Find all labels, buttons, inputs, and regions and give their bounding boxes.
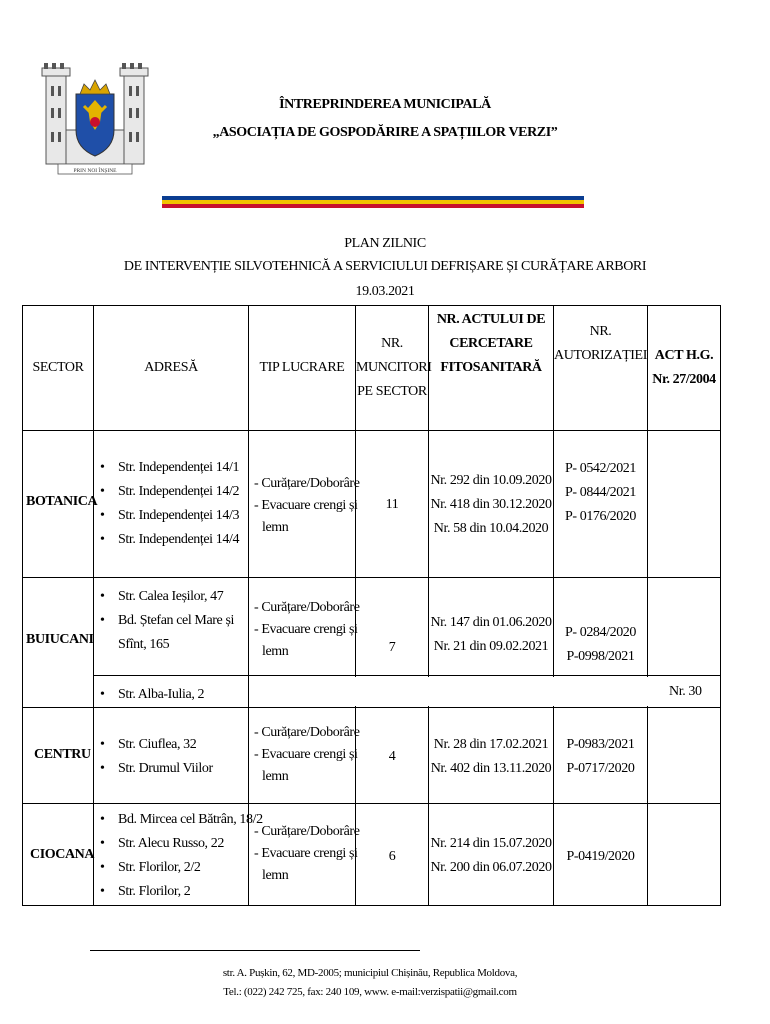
address-list-ciocana [96,808,263,904]
address-list-centru [96,733,213,781]
work-type-buiucani: - Curățare/Doborâre - Evacuare crengi și lemn [254,600,360,659]
list-item: • Bd. Mircea cel Bătrân, 18/2 [96,808,263,832]
list-item: • Str. Independenței 14/1 [96,456,239,480]
authorizations-ciocana: P-0419/2020 [566,849,635,864]
sector-centru: CENTRU [34,747,91,762]
list-item: • Str. Drumul Viilor [96,757,213,781]
plan-subtitle: DE INTERVENȚIE SILVOTEHNICĂ A SERVICIULUI DEFRIȘARE ȘI CURĂȚARE ARBORI [123,259,647,274]
plan-date: 19.03.2021 [355,284,415,299]
acts-botanica: Nr. 292 din 10.09.2020 Nr. 418 din 30.12.2020 Nr. 58 din 10.04.2020 [430,473,552,536]
authorizations-botanica: P- 0542/2021 P- 0844/2021 P- 0176/2020 [564,461,637,524]
company-name-line2: „ASOCIAȚIA DE GOSPODĂRIRE A SPAȚIILOR VERZI” [212,125,558,140]
list-item: • Bd. Ștefan cel Mare și Sfînt, 165 [96,609,250,657]
work-type-botanica: - Curățare/Doborâre - Evacuare crengi și lemn [254,476,360,535]
address-list-buiucani [96,585,250,657]
coat-of-arms-logo [40,60,150,180]
sector-botanica: BOTANICA [26,494,98,509]
authorizations-buiucani: P- 0284/2020 P-0998/2021 [564,625,637,664]
list-item: • Str. Florilor, 2 [96,880,263,904]
list-item: • Str. Independenței 14/2 [96,480,239,504]
work-type-ciocana: - Curățare/Doborâre - Evacuare crengi și lemn [254,824,360,883]
workers-centru: 4 [388,749,396,764]
work-type-centru: - Curățare/Doborâre - Evacuare crengi și lemn [254,725,360,784]
address-list-buiucani-extra [96,683,204,707]
company-name-line1: ÎNTREPRINDEREA MUNICIPALĂ [279,97,491,112]
flag-tricolor-stripe [162,196,584,208]
authorizations-centru: P-0983/2021 P-0717/2020 [566,737,635,776]
logo-motto: PRIN NOI ÎNȘINE [73,168,117,174]
acts-ciocana: Nr. 214 din 15.07.2020 Nr. 200 din 06.07.2020 [430,836,552,875]
plan-title: PLAN ZILNIC [344,236,426,251]
footer-contacts: Tel.: (022) 242 725, fax: 240 109, www. e-mail:verzispatii@gmail.com [223,986,517,998]
acts-buiucani: Nr. 147 din 01.06.2020 Nr. 21 din 09.02.2021 [430,615,552,654]
workers-buiucani: 7 [388,640,396,655]
header-phyto-act: NR. ACTULUI DE CERCETARE FITOSANITARĂ [436,312,546,375]
header-address: ADRESĂ [144,360,198,375]
workers-botanica: 11 [385,497,399,512]
footer-divider [90,950,420,951]
list-item: • Str. Calea Ieșilor, 47 [96,585,250,609]
list-item: • Str. Ciuflea, 32 [96,733,213,757]
header-authorization: NR. AUTORIZAȚIEI [554,324,647,363]
header-hg-act: ACT H.G. Nr. 27/2004 [652,348,716,387]
header-workers: NR. MUNCITORI PE SECTOR [356,336,432,399]
hg-act-buiucani: Nr. 30 [669,684,702,699]
list-item: • Str. Alba-Iulia, 2 [96,683,204,707]
acts-centru: Nr. 28 din 17.02.2021 Nr. 402 din 13.11.2020 [430,737,552,776]
list-item: • Str. Florilor, 2/2 [96,856,263,880]
list-item: • Str. Independenței 14/4 [96,528,239,552]
list-item: • Str. Independenței 14/3 [96,504,239,528]
sector-ciocana: CIOCANA [30,847,95,862]
sector-buiucani: BUIUCANI [26,632,94,647]
header-work-type: TIP LUCRARE [259,360,345,375]
list-item: • Str. Alecu Russo, 22 [96,832,263,856]
address-list-botanica [96,456,239,552]
workers-ciocana: 6 [388,849,396,864]
flag-stripe-red [162,204,584,208]
header-sector: SECTOR [32,360,84,375]
footer-address: str. A. Pușkin, 62, MD-2005; municipiul Chișinău, Republica Moldova, [222,967,518,979]
